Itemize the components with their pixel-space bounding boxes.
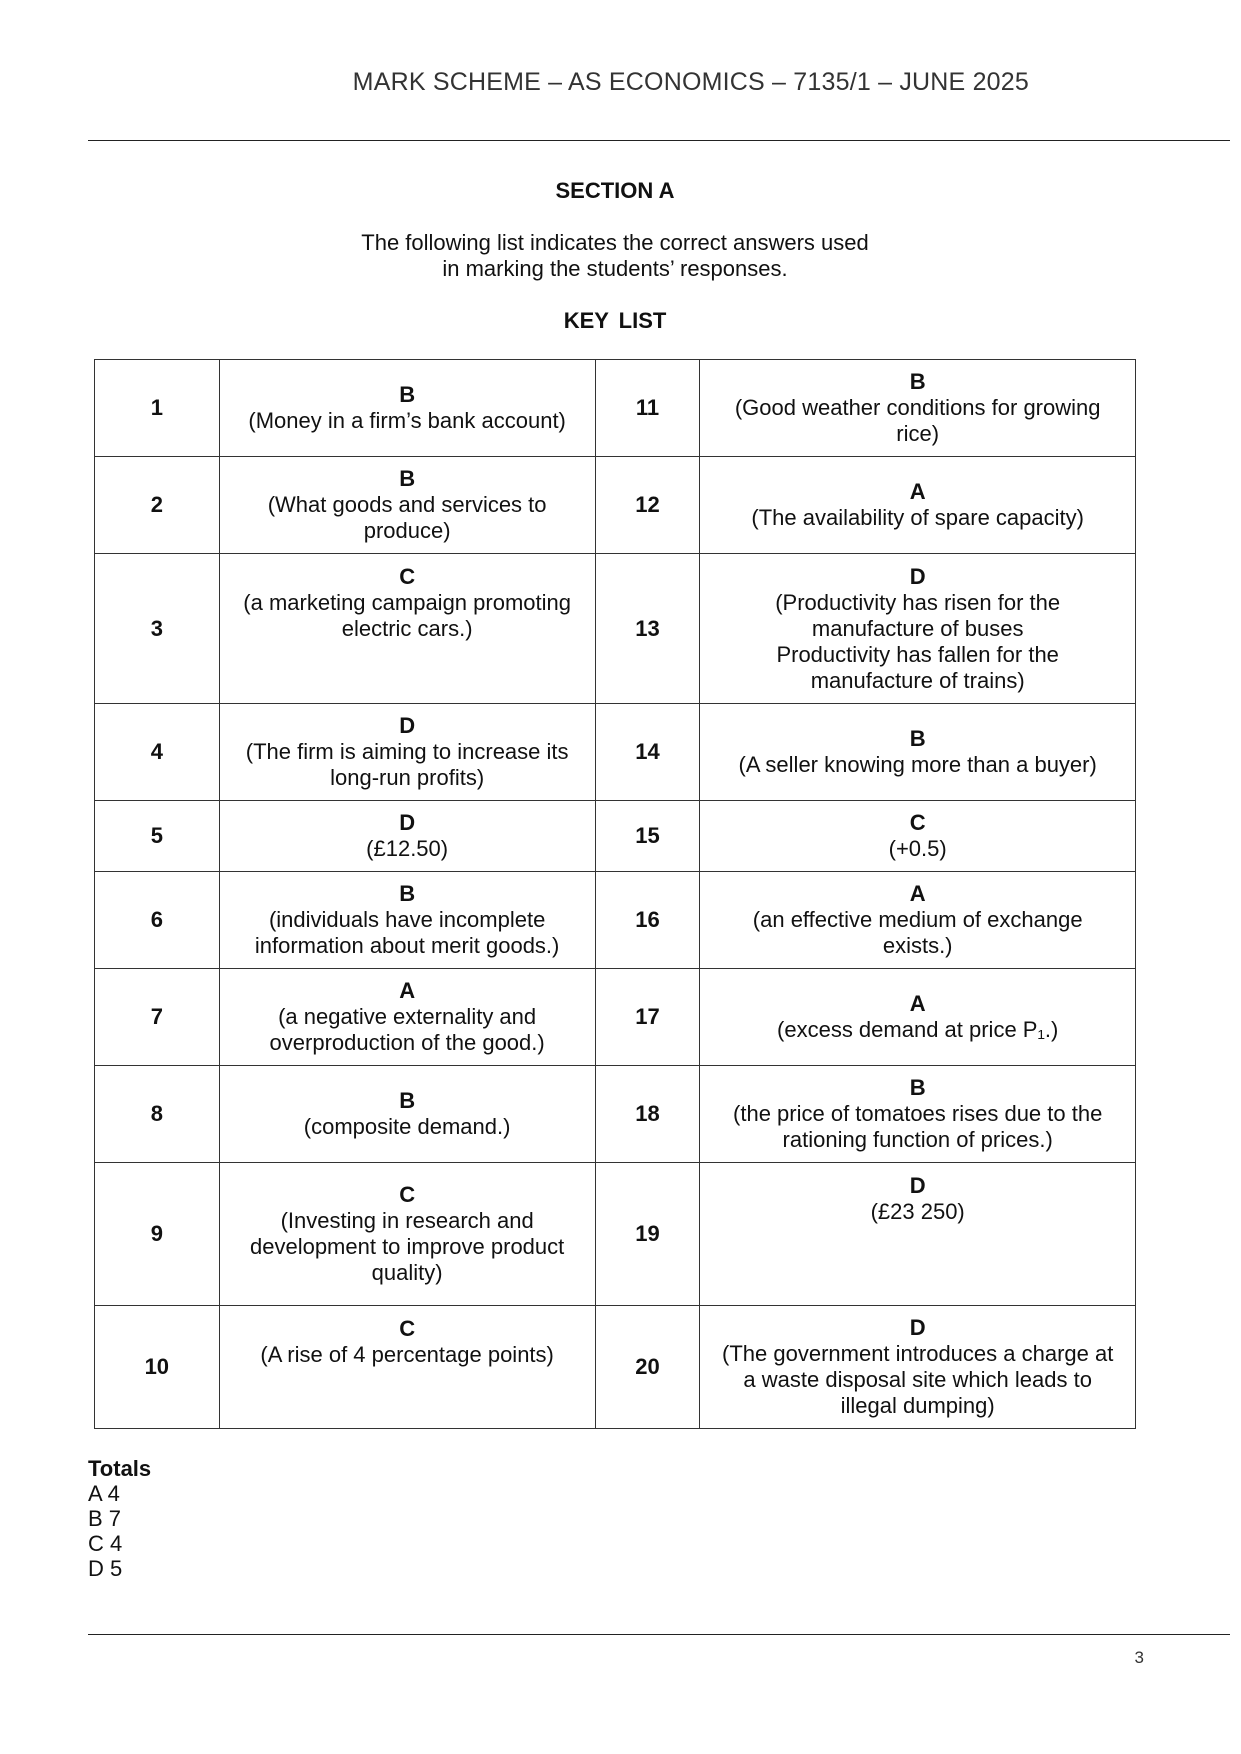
question-number: 19 (595, 1163, 700, 1306)
intro-line-1: The following list indicates the correct answers used (361, 230, 869, 255)
question-number: 17 (595, 969, 700, 1066)
answer-cell (219, 360, 595, 457)
answer-cell (219, 704, 595, 801)
totals-item: D 5 (88, 1556, 123, 1581)
answer-explanation: (+0.5) (888, 836, 947, 861)
table-row (95, 457, 1136, 554)
answer-explanation: (a negative externality and overproduction of the good.) (269, 1004, 545, 1055)
intro-line-2: in marking the students’ responses. (442, 256, 788, 281)
question-number: 20 (595, 1306, 700, 1429)
totals-title: Totals (88, 1456, 152, 1481)
table-row (95, 872, 1136, 969)
answer-cell (700, 704, 1136, 801)
question-number: 10 (95, 1306, 220, 1429)
totals-block (88, 1456, 151, 1581)
answer-explanation: (Money in a firm’s bank account) (248, 408, 566, 433)
table-row (95, 1163, 1136, 1306)
answer-cell (219, 872, 595, 969)
footer-divider (88, 1634, 1230, 1635)
answer-cell (700, 1306, 1136, 1429)
answer-letter: D (399, 810, 416, 835)
answer-cell (219, 969, 595, 1066)
answer-explanation: (composite demand.) (303, 1114, 511, 1139)
answer-explanation: (A rise of 4 percentage points) (260, 1342, 554, 1367)
answer-explanation: (The government introduces a charge at a waste disposal site which leads to illegal dumping) (722, 1341, 1114, 1418)
answer-cell (700, 969, 1136, 1066)
question-number: 3 (95, 554, 220, 704)
answer-letter: C (399, 564, 416, 589)
answer-letter: B (399, 1088, 416, 1113)
table-row (95, 801, 1136, 872)
answer-letter: B (399, 881, 416, 906)
document-header-title: MARK SCHEME – AS ECONOMICS – 7135/1 – JUNE 2025 (352, 68, 1029, 96)
page-number: 3 (1134, 1648, 1144, 1667)
answer-letter: C (399, 1182, 416, 1207)
key-list-title: KEY LIST (563, 308, 667, 333)
key-list-table (94, 359, 1136, 1429)
question-number: 11 (595, 360, 700, 457)
question-number: 9 (95, 1163, 220, 1306)
answer-explanation: (an effective medium of exchange exists.) (752, 907, 1083, 958)
question-number: 1 (95, 360, 220, 457)
answer-explanation: (Investing in research and development to improve product quality) (249, 1208, 565, 1285)
answer-explanation: (Productivity has risen for the manufacture of buses Productivity has fallen for the manufacture of trains) (775, 589, 1061, 693)
intro-text (0, 230, 1230, 282)
answer-cell (219, 457, 595, 554)
answer-cell (700, 554, 1136, 704)
answer-letter: C (909, 810, 926, 835)
question-number: 14 (595, 704, 700, 801)
question-number: 18 (595, 1066, 700, 1163)
answer-cell (700, 801, 1136, 872)
answer-explanation: (individuals have incomplete information about merit goods.) (254, 907, 560, 958)
answer-letter: B (909, 726, 926, 751)
answer-letter: D (399, 713, 416, 738)
answer-explanation: (The firm is aiming to increase its long-run profits) (245, 739, 569, 790)
question-number: 5 (95, 801, 220, 872)
answer-letter: A (909, 991, 926, 1016)
answer-explanation: (A seller knowing more than a buyer) (738, 752, 1097, 777)
answer-letter: D (909, 1315, 926, 1340)
answer-cell (219, 1306, 595, 1429)
answer-letter: B (909, 1075, 926, 1100)
answer-explanation: (The availability of spare capacity) (751, 505, 1084, 530)
answer-cell (219, 1066, 595, 1163)
table-row (95, 1306, 1136, 1429)
question-number: 7 (95, 969, 220, 1066)
answer-letter: D (909, 563, 926, 589)
question-number: 12 (595, 457, 700, 554)
answer-cell (700, 1163, 1136, 1306)
answer-cell (219, 554, 595, 704)
totals-item: A 4 (88, 1481, 120, 1506)
question-number: 6 (95, 872, 220, 969)
totals-item: C 4 (88, 1531, 123, 1556)
question-number: 15 (595, 801, 700, 872)
table-row (95, 969, 1136, 1066)
section-title: SECTION A (555, 178, 675, 203)
table-row (95, 1066, 1136, 1163)
totals-item: B 7 (88, 1506, 122, 1531)
answer-explanation: (Good weather conditions for growing rice) (734, 395, 1101, 446)
answer-explanation: (excess demand at price P₁.) (777, 1017, 1059, 1042)
question-number: 2 (95, 457, 220, 554)
answer-explanation: (the price of tomatoes rises due to the rationing function of prices.) (733, 1101, 1103, 1152)
answer-explanation: (a marketing campaign promoting electric cars.) (243, 590, 571, 641)
answer-letter: A (909, 881, 926, 906)
header-divider (88, 140, 1230, 141)
answer-cell (219, 1163, 595, 1306)
answer-letter: C (399, 1316, 416, 1341)
answer-cell (700, 872, 1136, 969)
answer-explanation: (£23 250) (870, 1199, 965, 1224)
answer-letter: B (399, 382, 416, 407)
answer-cell (700, 1066, 1136, 1163)
answer-cell (219, 801, 595, 872)
answer-explanation: (£12.50) (366, 836, 449, 861)
answer-letter: D (909, 1173, 926, 1198)
table-row (95, 554, 1136, 704)
answer-letter: A (399, 978, 416, 1003)
question-number: 13 (595, 554, 700, 704)
table-row (95, 360, 1136, 457)
question-number: 4 (95, 704, 220, 801)
answer-cell (700, 457, 1136, 554)
question-number: 8 (95, 1066, 220, 1163)
answer-letter: A (909, 479, 926, 504)
answer-explanation: (What goods and services to produce) (267, 492, 547, 543)
answer-cell (700, 360, 1136, 457)
answer-letter: B (909, 369, 926, 394)
answer-letter: B (399, 466, 416, 491)
question-number: 16 (595, 872, 700, 969)
table-row (95, 704, 1136, 801)
